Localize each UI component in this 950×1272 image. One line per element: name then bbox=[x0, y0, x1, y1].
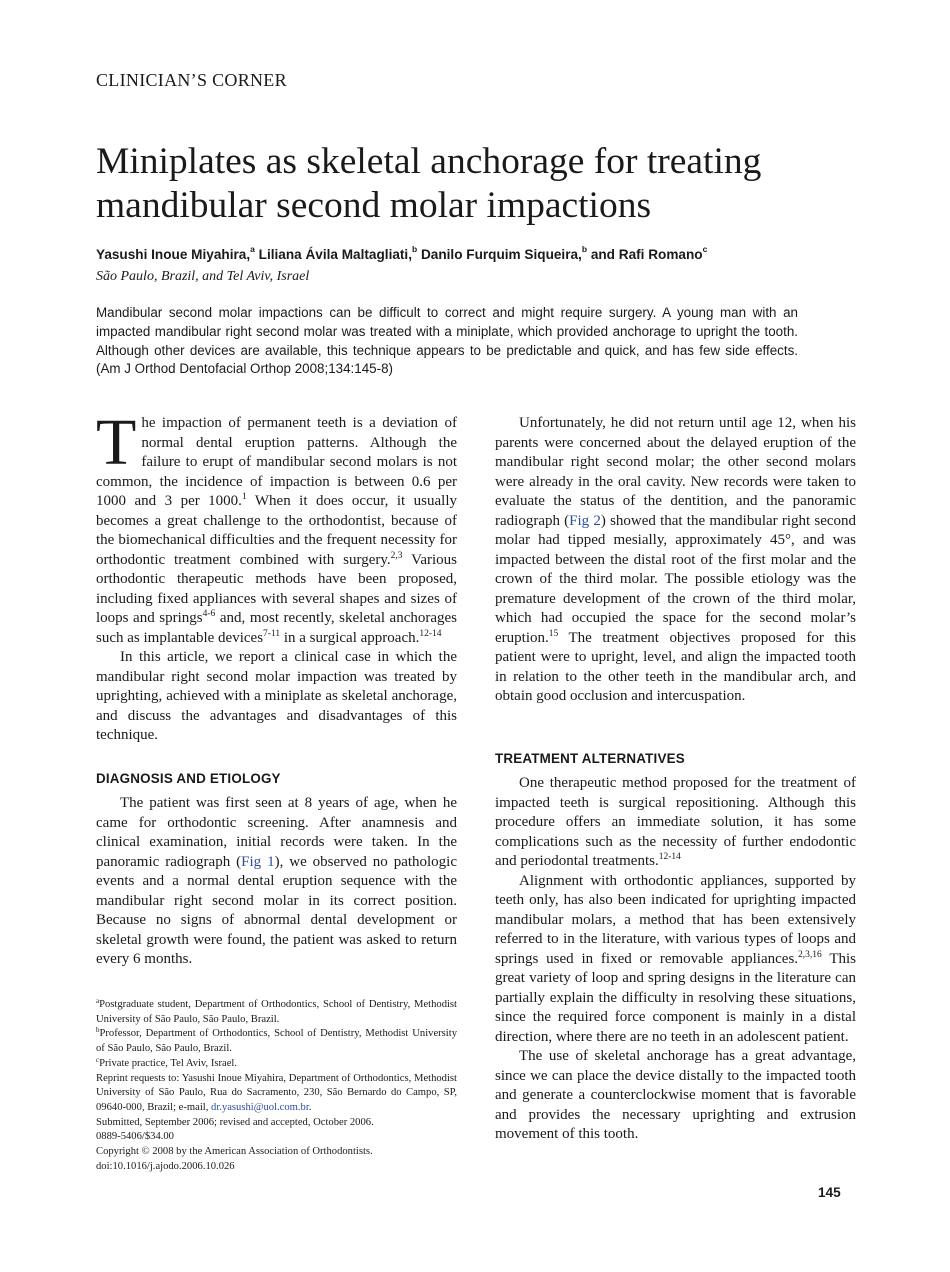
figure-link[interactable]: Fig 2 bbox=[569, 512, 601, 529]
citation[interactable]: 7-11 bbox=[263, 628, 281, 639]
abstract: Mandibular second molar impactions can be difficult to correct and might require surgery. A young man with an impacted mandibular right second molar was treated with a miniplate, which provided anchorage to upright the tooth. Although other devices are available, this technique appears to be predictable and quick, and has few side effects. (Am J Orthod Dentofacial Orthop 2008;134:145-8) bbox=[96, 305, 798, 377]
citation[interactable]: 15 bbox=[548, 628, 559, 639]
citation[interactable]: 12-14 bbox=[419, 628, 442, 639]
author-name: and Rafi Romano bbox=[587, 247, 703, 262]
footnote: $^a$Postgraduate student, Department of Orthodontics, School of Dentistry, Methodist University of São Paulo, São Paulo, Brazil. bbox=[96, 997, 457, 1025]
doi: doi:10.1016/j.ajodo.2006.10.026 bbox=[96, 1160, 235, 1172]
citation[interactable]: 1 bbox=[241, 492, 247, 502]
article-title: Miniplates as skeletal anchorage for treating mandibular second molar impactions bbox=[96, 141, 762, 226]
section-heading-diagnosis: DIAGNOSIS AND ETIOLOGY bbox=[96, 770, 281, 786]
drop-cap: T bbox=[96, 406, 137, 479]
citation[interactable]: 12-14 bbox=[658, 852, 681, 862]
citation[interactable]: 4-6 bbox=[202, 609, 216, 619]
body-paragraph: The patient was first seen at 8 years of age, when he came for orthodontic screening. After anamnesis and clinical examination, initial records were taken. In the panoramic radiograph (Fig 1), we observed no pathologic events and a normal dental eruption sequence with the mandibular right second molar in its correct position. Because no signs of abnormal dental development or skeletal growth were found, the patient was asked to return every 6 months. bbox=[96, 795, 458, 967]
author-affiliation-mark: c bbox=[702, 244, 708, 254]
email-link[interactable]: dr.yasushi@uol.com.br bbox=[211, 1101, 309, 1113]
body-paragraph: Unfortunately, he did not return until age 12, when his parents were concerned about the delayed eruption of the mandibular right second molar; the other second molars were already in the oral cavity. New records were taken to evaluate the status of the dentition, and the panoramic radiograph (Fig 2) showed that the mandibular right second molar had tipped mesially, approximately 45°, and was impacted between the distal root of the first molar and the crown of the third molar. The possible etiology was the premature development of the crown of the third molar, which had occupied the space for the second molar’s eruption.$^{15}$ The treatment objectives proposed for this patient were to upright, level, and align the impacted tooth in relation to the other teeth in the mandibular arch, and obtain good occlusion and intercuspation. bbox=[495, 415, 857, 704]
footnote: $^b$Professor, Department of Orthodontics, School of Dentistry, Methodist University of São Paulo, São Paulo, Brazil. bbox=[96, 1026, 457, 1055]
citation[interactable]: 2,3,16 bbox=[798, 949, 822, 960]
reprint-requests: Reprint requests to: Yasushi Inoue Miyahira, Department of Orthodontics, Methodist University of São Paulo, Rua do Sacramento, 230, São Bernardo do Campo, SP, 09640-000, Brazil; e-mail, dr.yasushi@uol.com.br. bbox=[96, 1072, 457, 1113]
issn: 0889-5406/$34.00 bbox=[96, 1131, 174, 1143]
copyright: Copyright © 2008 by the American Association of Orthodontists. bbox=[96, 1146, 373, 1158]
intro-paragraph: The impaction of permanent teeth is a deviation of normal dental eruption patterns. Although the failure to erupt of mandibular second molars is not common, the incidence of impaction is between 0.6 per 1000 and 3 per 1000.$^1$ When it does occur, it usually becomes a great challenge to the orthodontist, because of the biomechanical difficulties and the frequent necessity for orthodontic treatment combined with surgery.$^{2,3}$ Various orthodontic therapeutic methods have been proposed, including fixed appliances with several shapes and sizes of loops and springs$^{4-6}$ and, most recently, skeletal anchorages such as implantable devices$^{7-11}$ in a surgical approach.$^{12-14}$ bbox=[96, 406, 458, 646]
footnote: $^c$Private practice, Tel Aviv, Israel. bbox=[96, 1055, 238, 1069]
author-affiliation-mark: a bbox=[250, 244, 255, 254]
body-paragraph: In this article, we report a clinical case in which the mandibular right second molar impaction was treated by uprighting, achieved with a miniplate as skeletal anchorage, and discuss the advantages and disadvantages of this technique. bbox=[96, 649, 457, 743]
left-column bbox=[96, 406, 458, 970]
body-paragraph: One therapeutic method proposed for the treatment of impacted teeth is surgical repositioning. Although this procedure offers an immediate solution, it has some complications such as the necessity of further endodontic and periodontal treatments.$^{12-14}$ bbox=[495, 775, 856, 869]
author-name: Liliana Ávila Maltagliati, bbox=[254, 247, 412, 262]
figure-link[interactable]: Fig 1 bbox=[241, 853, 275, 870]
footnotes bbox=[96, 998, 457, 1174]
section-heading-treatment: TREATMENT ALTERNATIVES bbox=[495, 750, 685, 766]
section-label: CLINICIAN’S CORNER bbox=[96, 70, 287, 90]
author-list bbox=[96, 244, 876, 262]
author-affiliation: São Paulo, Brazil, and Tel Aviv, Israel bbox=[96, 269, 310, 284]
body-paragraph: Alignment with orthodontic appliances, supported by teeth only, has also been indicated for uprighting impacted mandibular molars, a method that has been extensively referred to in the literature, with various types of loops and springs used in fixed or removable appliances.$^{2,3,16}$ This great variety of loop and spring designs in the literature can partially explain the difficulty in resolving these situations, since the required force component is mainly in a distal direction, where there are no teeth in an adolescent patient. bbox=[495, 872, 857, 1045]
author-name: Yasushi Inoue Miyahira, bbox=[96, 247, 251, 262]
author-name: Danilo Furquim Siqueira, bbox=[417, 247, 582, 262]
body-paragraph: The use of skeletal anchorage has a great advantage, since we can place the device distally to the impacted tooth and generate a counterclockwise moment that is favorable and provides the necessary uprighting and extrusion movement of this tooth. bbox=[495, 1048, 856, 1142]
right-column bbox=[495, 414, 856, 1145]
submission-dates: Submitted, September 2006; revised and accepted, October 2006. bbox=[96, 1116, 374, 1128]
author-affiliation-mark: b bbox=[581, 244, 588, 254]
page-number: 145 bbox=[818, 1185, 841, 1200]
citation[interactable]: 2,3 bbox=[390, 550, 403, 561]
author-affiliation-mark: b bbox=[411, 244, 418, 254]
